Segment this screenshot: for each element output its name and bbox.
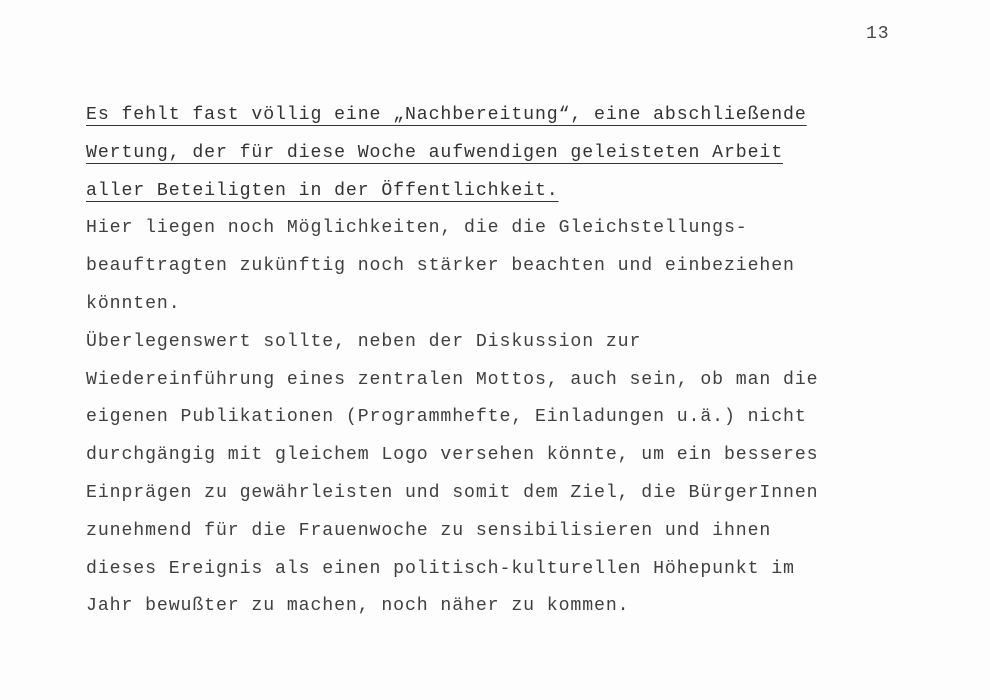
text-line: dieses Ereignis als einen politisch-kulturellen Höhepunkt im xyxy=(86,558,795,579)
text-line: durchgängig mit gleichem Logo versehen könnte, um ein besseres xyxy=(86,445,819,466)
text-line: beauftragten zukünftig noch stärker beachten und einbeziehen xyxy=(86,256,795,277)
text-line: Einprägen zu gewährleisten und somit dem Ziel, die BürgerInnen xyxy=(86,482,819,503)
text-line: Wertung, der für diese Woche aufwendigen geleisteten Arbeit xyxy=(86,142,784,163)
text-line: zunehmend für die Frauenwoche zu sensibilisieren und ihnen xyxy=(86,520,772,541)
text-line: Hier liegen noch Möglichkeiten, die die Gleichstellungs- xyxy=(86,218,748,239)
text-line: Es fehlt fast völlig eine „Nachbereitung“, eine abschließende xyxy=(86,105,807,125)
text-line: Überlegenswert sollte, neben der Diskussion zur xyxy=(86,331,642,352)
text-line: Wiedereinführung eines zentralen Mottos, auch sein, ob man die xyxy=(86,369,819,390)
text-line: aller Beteiligten in der Öffentlichkeit. xyxy=(86,180,559,201)
text-line: Jahr bewußter zu machen, noch näher zu kommen. xyxy=(86,596,630,617)
body-text xyxy=(86,97,956,626)
text-line: eigenen Publikationen (Programmhefte, Einladungen u.ä.) nicht xyxy=(86,407,807,428)
text-line: könnten. xyxy=(86,293,181,314)
page-number: 13 xyxy=(866,24,890,44)
